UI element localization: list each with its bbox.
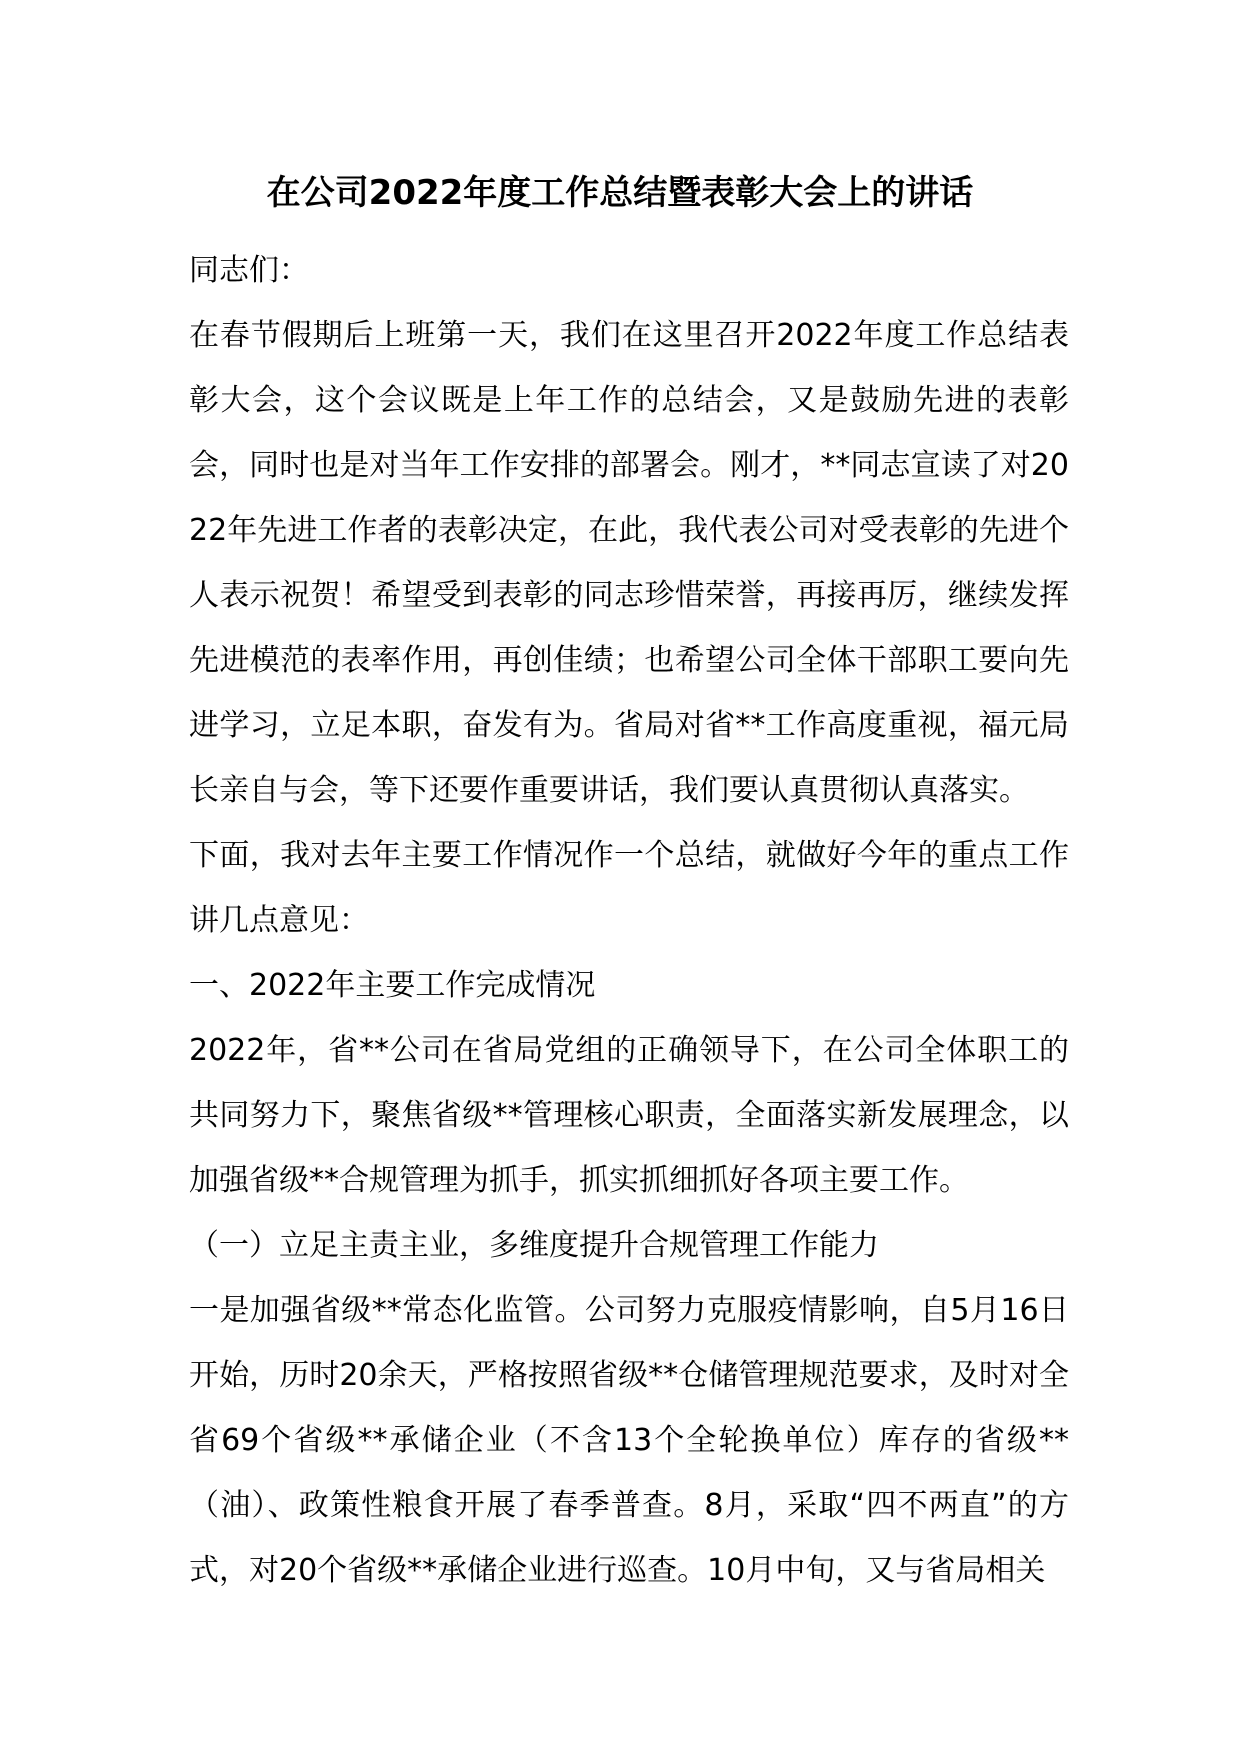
paragraph-detail: 一是加强省级**常态化监管。公司努力克服疫情影响，自5月16日开始，历时20余天，严格按照省级**仓储管理规范要求，及时对全省69个省级**承储企业（不含13个全轮换单位）库存的省级**（油）、政策性粮食开展了春季普查。8月，采取“四不两直”的方式，对20个省级**承储企业进行巡查。10月中旬，又与省局相关 [189,1293,1069,1588]
paragraph-opening: 在春节假期后上班第一天，我们在这里召开2022年度工作总结表彰大会，这个会议既是上年工作的总结会，又是鼓励先进的表彰会，同时也是对当年工作安排的部署会。刚才，**同志宣读了对2022年先进工作者的表彰决定，在此，我代表公司对受表彰的先进个人表示祝贺！希望受到表彰的同志珍惜荣誉，再接再厉，继续发挥先进模范的表率作用，再创佳绩；也希望公司全体干部职工要向先进学习，立足本职，奋发有为。省局对省**工作高度重视，福元局长亲自与会，等下还要作重要讲话，我们要认真贯彻认真落实。 [189,318,1069,808]
section-heading: 一、2022年主要工作完成情况 [189,968,596,1003]
document-title: 在公司2022年度工作总结暨表彰大会上的讲话 [266,173,974,213]
document-body [189,238,1069,1603]
paragraph-summary: 2022年，省**公司在省局党组的正确领导下，在公司全体职工的共同努力下，聚焦省级**管理核心职责，全面落实新发展理念，以加强省级**合规管理为抓手，抓实抓细抓好各项主要工作。 [189,1033,1069,1198]
salutation: 同志们： [189,253,309,288]
paragraph-intro: 下面，我对去年主要工作情况作一个总结，就做好今年的重点工作讲几点意见： [189,838,1069,938]
subsection-heading: （一）立足主责主业，多维度提升合规管理工作能力 [189,1228,879,1263]
